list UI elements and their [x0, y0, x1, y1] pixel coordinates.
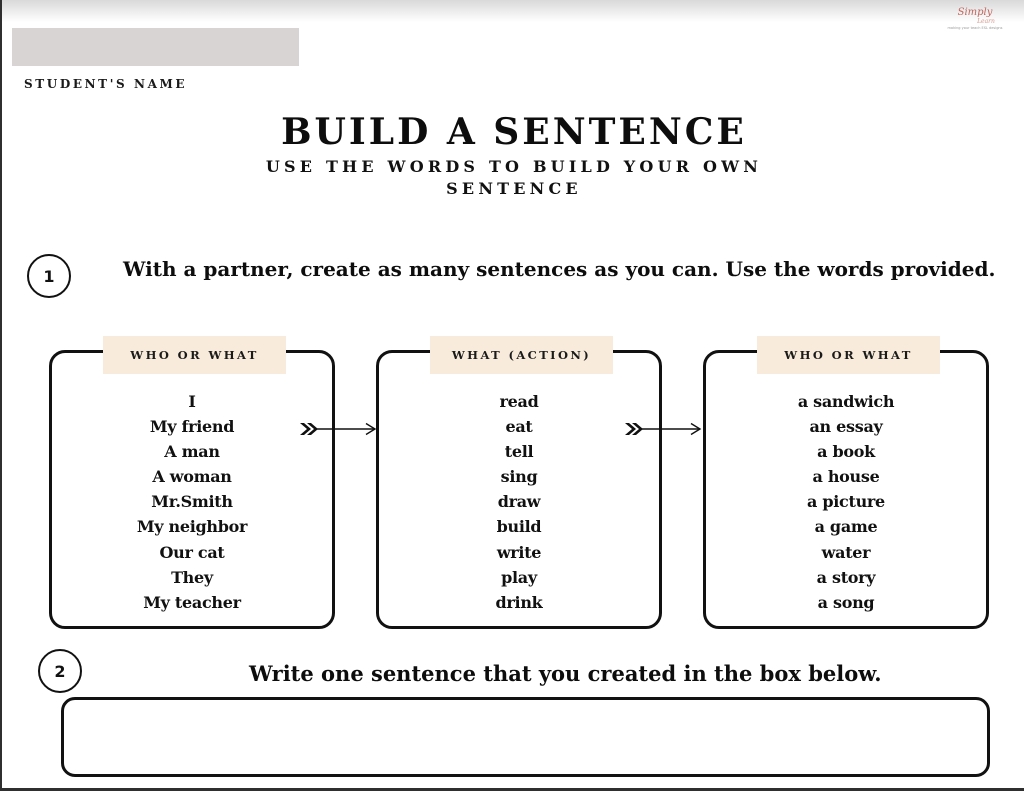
word-item: eat — [505, 417, 533, 437]
sentence-answer-box[interactable] — [61, 697, 990, 777]
word-box-who-or-what-2 — [703, 350, 989, 629]
word-item: read — [499, 392, 539, 411]
word-item: tell — [504, 442, 534, 462]
word-item: I — [188, 392, 196, 411]
word-list — [706, 389, 986, 615]
word-item: an essay — [809, 417, 883, 437]
word-item: Our cat — [159, 542, 225, 562]
word-item: A woman — [152, 467, 232, 487]
word-item: build — [496, 517, 542, 537]
right-arrow-icon — [300, 421, 378, 437]
word-item: a song — [817, 592, 875, 612]
logo-tagline: making your teach ESL designs — [947, 26, 1003, 30]
word-box-who-or-what-1 — [49, 350, 335, 629]
word-item: water — [821, 542, 871, 562]
word-item: They — [171, 567, 213, 587]
word-item: A man — [164, 442, 220, 462]
step-1-instruction: With a partner, create as many sentences as you can. Use the words provided. — [123, 257, 996, 281]
word-box-header: WHO OR WHAT — [757, 336, 940, 374]
step-1-number: 1 — [27, 254, 71, 298]
step-2-instruction: Write one sentence that you created in the box below. — [249, 661, 882, 686]
word-item: My friend — [149, 417, 235, 437]
word-item: My teacher — [143, 592, 241, 612]
logo-sub-text: Learn — [977, 18, 995, 25]
word-item: a sandwich — [797, 392, 895, 411]
word-item: drink — [495, 592, 543, 612]
word-box-header: WHO OR WHAT — [103, 336, 286, 374]
word-item: play — [501, 567, 537, 587]
word-item: a book — [817, 442, 875, 462]
student-name-label: STUDENT'S NAME — [24, 77, 188, 91]
word-list — [52, 389, 332, 615]
logo-script-text: Simply — [957, 7, 993, 18]
brand-logo — [938, 8, 1012, 44]
word-item: a story — [816, 567, 876, 587]
word-box-header: WHAT (ACTION) — [430, 336, 613, 374]
right-arrow-icon — [625, 421, 703, 437]
word-box-what-action — [376, 350, 662, 629]
word-item: a picture — [807, 492, 885, 512]
word-item: write — [496, 542, 542, 562]
word-item: draw — [497, 492, 541, 512]
word-list — [379, 389, 659, 615]
page-title: BUILD A SENTENCE — [281, 111, 747, 153]
word-item: My neighbor — [136, 517, 248, 537]
top-shadow — [2, 0, 1024, 22]
student-name-field[interactable] — [12, 28, 299, 66]
word-item: sing — [500, 467, 538, 487]
word-item: a game — [814, 517, 878, 537]
word-item: a house — [812, 467, 880, 487]
page-subtitle: USE THE WORDS TO BUILD YOUR OWN SENTENCE — [265, 157, 763, 198]
step-2-number: 2 — [38, 649, 82, 693]
word-item: Mr.Smith — [151, 492, 233, 512]
